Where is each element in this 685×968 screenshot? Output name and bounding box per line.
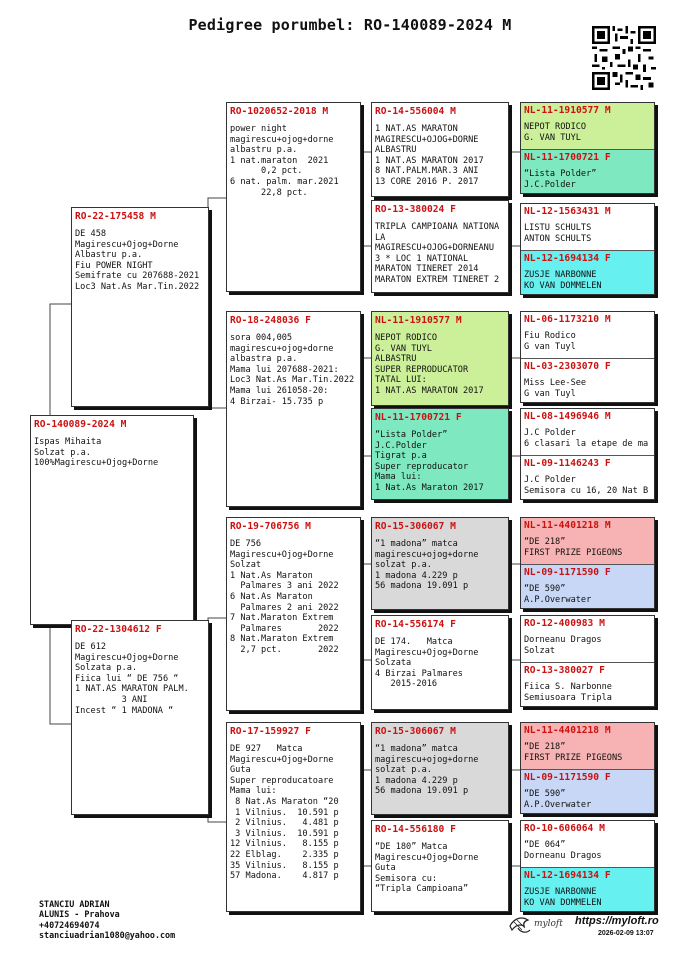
generated-timestamp: 2026-02-09 13:07 (598, 930, 654, 937)
pigeon-details: Fiu Rodico G van Tuyl (524, 331, 576, 352)
pigeon-ring-number: NL-12-1563431 M (524, 206, 611, 217)
pigeon-details: DE 927 Matca Magirescu+Ojog+Dorne Guta Super reproducatoare Mama lui: 8 Nat.As Maraton “20 1 Vilnius. 10.591 p 2 Vilnius. 4.481 p 3 Vilnius. 10.591 p 12 Vilnius. 8.155 p 22 Elblag. 2.335 p 35 Vilnius. 8.155 p 57 Madona. 4.817 p (230, 744, 339, 882)
pigeon-details: J.C Polder 6 clasari la etape de ma (524, 428, 649, 449)
great-grandparent-card[interactable] (371, 615, 509, 710)
pigeon-details: “DE 590” A.P.Overwater (524, 584, 592, 605)
pigeon-details: Fiica S. Narbonne Semiusoara Tripla (524, 682, 612, 703)
ancestor-card[interactable] (521, 358, 654, 403)
pigeon-ring-number: RO-18-248036 F (230, 315, 311, 326)
ancestor-card[interactable] (521, 312, 654, 358)
pigeon-ring-number: RO-10-606064 M (524, 823, 605, 834)
ancestor-pair-card (520, 408, 655, 500)
pigeon-details: “DE 218” FIRST PRIZE PIGEONS (524, 537, 623, 558)
pigeon-details: “DE 064” Dorneanu Dragos (524, 840, 602, 861)
pigeon-details: “1 madona” matca magirescu+ojog+dorne solzat p.a. 1 madona 4.229 p 56 madona 19.091 p (375, 539, 479, 592)
pigeon-details: “DE 590” A.P.Overwater (524, 789, 592, 810)
pigeon-ring-number: NL-11-4401218 M (524, 520, 611, 531)
ancestor-card[interactable] (521, 821, 654, 867)
ancestor-card[interactable] (521, 455, 654, 500)
pigeon-details: “DE 180” Matca Magirescu+Ojog+Dorne Guta Semisora cu: “Tripla Campioana” (375, 842, 479, 895)
pigeon-details: DE 458 Magirescu+Ojog+Dorne Albastru p.a. Fiu POWER NIGHT Semifrate cu 207688-2021 Loc3 Nat.As Mar.Tin.2022 (75, 229, 200, 292)
pigeon-details: TRIPLA CAMPIOANA NATIONA LA MAGIRESCU+OJOG+DORNEANU 3 * LOC 1 NATIONAL MARATON TINERET 2014 MARATON EXTREM TINERET 2 (375, 222, 500, 285)
pigeon-details: Miss Lee-See G van Tuyl (524, 378, 587, 399)
pigeon-details: NEPOT RODICO G. VAN TUYL ALBASTRU SUPER REPRODUCATOR TATAL LUI: 1 NAT.AS MARATON 2017 (375, 333, 484, 396)
pigeon-details: power night magirescu+ojog+dorne albastru p.a. 1 nat.maraton 2021 0,2 pct. 6 nat. palm. mar.2021 22,8 pct. (230, 124, 339, 198)
subject-pigeon-card[interactable] (30, 415, 194, 625)
ancestor-card[interactable] (521, 250, 654, 295)
great-grandparent-card[interactable] (371, 408, 509, 500)
ancestor-card[interactable] (521, 149, 654, 194)
ancestor-card[interactable] (521, 409, 654, 455)
pigeon-ring-number: RO-14-556174 F (375, 619, 456, 630)
ancestor-pair-card (520, 820, 655, 912)
pigeon-ring-number: NL-12-1694134 F (524, 253, 611, 264)
ancestor-pair-card (520, 203, 655, 295)
pigeon-details: Dorneanu Dragos Solzat (524, 635, 602, 656)
pigeon-ring-number: RO-19-706756 M (230, 521, 311, 532)
owner-name: STANCIU ADRIAN (39, 899, 110, 909)
owner-contact (39, 899, 175, 941)
grandparent-card[interactable] (226, 311, 361, 507)
pigeon-ring-number: RO-15-306067 M (375, 521, 456, 532)
pigeon-ring-number: RO-140089-2024 M (34, 419, 127, 430)
pigeon-details: “Lista Polder” J.C.Polder Tigrat p.a Super reproducator Mama lui: 1 Nat.As Maraton 2017 (375, 430, 484, 493)
owner-email[interactable]: stanciuadrian1080@yahoo.com (39, 930, 176, 941)
pigeon-ring-number: RO-22-1304612 F (75, 624, 162, 635)
ancestor-card[interactable] (521, 662, 654, 707)
pigeon-ring-number: NL-03-2303070 F (524, 361, 611, 372)
great-grandparent-card[interactable] (371, 820, 509, 912)
brand-url-link[interactable]: https://myloft.ro (575, 915, 659, 927)
pigeon-details: DE 756 Magirescu+Ojog+Dorne Solzat 1 Nat.As Maraton Palmares 3 ani 2022 6 Nat.As Maraton Palmares 2 ani 2022 7 Nat.Maraton Extrem Palmares 2022 8 Nat.Maraton Extrem 2,7 pct. 2022 (230, 539, 339, 655)
pigeon-details: ZUSJE NARBONNE KO VAN DOMMELEN (524, 887, 602, 908)
pigeon-ring-number: RO-13-380027 F (524, 665, 605, 676)
pigeon-ring-number: NL-06-1173210 M (524, 314, 611, 325)
dam-card[interactable] (71, 620, 209, 815)
pigeon-details: “Lista Polder” J.C.Polder (524, 169, 597, 190)
pigeon-details: DE 612 Magirescu+Ojog+Dorne Solzata p.a. Fiica lui “ DE 756 “ 1 NAT.AS MARATON PALM. 3 ANI Incest “ 1 MADONA “ (75, 642, 189, 716)
pigeon-ring-number: RO-1020652-2018 M (230, 106, 329, 117)
ancestor-card[interactable] (521, 867, 654, 912)
grandparent-card[interactable] (226, 517, 361, 711)
page-title: Pedigree porumbel: RO-140089-2024 M (188, 16, 512, 34)
pigeon-ring-number: RO-12-400983 M (524, 618, 605, 629)
pigeon-ring-number: NL-11-1910577 M (524, 105, 611, 116)
great-grandparent-card[interactable] (371, 517, 509, 610)
ancestor-pair-card (520, 517, 655, 609)
pigeon-ring-number: RO-14-556180 F (375, 824, 456, 835)
pigeon-details: LISTU SCHULTS ANTON SCHULTS (524, 223, 592, 244)
pigeon-ring-number: NL-09-1171590 F (524, 567, 611, 578)
ancestor-pair-card (520, 615, 655, 707)
pigeon-ring-number: NL-11-1700721 F (375, 412, 462, 423)
pigeon-ring-number: NL-11-1910577 M (375, 315, 462, 326)
pigeon-ring-number: NL-08-1496946 M (524, 411, 611, 422)
pigeon-ring-number: RO-22-175458 M (75, 211, 156, 222)
ancestor-card[interactable] (521, 103, 654, 149)
great-grandparent-card[interactable] (371, 722, 509, 815)
pigeon-details: ZUSJE NARBONNE KO VAN DOMMELEN (524, 270, 602, 291)
pigeon-ring-number: RO-15-306067 M (375, 726, 456, 737)
pigeon-details: J.C Polder Semisora cu 16, 20 Nat B (524, 475, 649, 496)
pigeon-ring-number: RO-14-556004 M (375, 106, 456, 117)
pigeon-details: sora 004,005 magirescu+ojog+dorne albastra p.a. Mama lui 207688-2021: Loc3 Nat.As Mar.Tin.2022 Mama lui 261058-20: 4 Birzai- 15.735 p (230, 333, 355, 407)
pigeon-details: NEPOT RODICO G. VAN TUYL (524, 122, 587, 143)
pigeon-details: Ispas Mihaita Solzat p.a. 100%Magirescu+Ojog+Dorne (34, 437, 159, 469)
great-grandparent-card[interactable] (371, 102, 509, 197)
ancestor-card[interactable] (521, 204, 654, 250)
great-grandparent-card[interactable] (371, 200, 509, 293)
brand-logo-text: myloft (534, 919, 563, 929)
ancestor-card[interactable] (521, 564, 654, 609)
ancestor-pair-card (520, 102, 655, 194)
grandparent-card[interactable] (226, 722, 361, 912)
ancestor-card[interactable] (521, 518, 654, 564)
pigeon-ring-number: RO-13-380024 F (375, 204, 456, 215)
pigeon-ring-number: NL-12-1694134 F (524, 870, 611, 881)
sire-card[interactable] (71, 207, 209, 407)
pigeon-details: “DE 218” FIRST PRIZE PIGEONS (524, 742, 623, 763)
ancestor-card[interactable] (521, 616, 654, 662)
ancestor-card[interactable] (521, 723, 654, 769)
pigeon-ring-number: NL-11-1700721 F (524, 152, 611, 163)
pigeon-ring-number: NL-11-4401218 M (524, 725, 611, 736)
pigeon-details: DE 174. Matca Magirescu+Ojog+Dorne Solzata 4 Birzai Palmares 2015-2016 (375, 637, 479, 690)
pigeon-details: “1 madona” matca magirescu+ojog+dorne solzat p.a. 1 madona 4.229 p 56 madona 19.091 p (375, 744, 479, 797)
pigeon-ring-number: NL-09-1146243 F (524, 458, 611, 469)
ancestor-pair-card (520, 311, 655, 403)
owner-location: ALUNIS - Prahova (39, 909, 120, 920)
great-grandparent-card[interactable] (371, 311, 509, 406)
pigeon-ring-number: RO-17-159927 F (230, 726, 311, 737)
owner-phone: +40724694074 (39, 919, 100, 930)
ancestor-pair-card (520, 722, 655, 814)
grandparent-card[interactable] (226, 102, 361, 292)
pigeon-ring-number: NL-09-1171590 F (524, 772, 611, 783)
pigeon-details: 1 NAT.AS MARATON MAGIRESCU+OJOG+DORNE ALBASTRU 1 NAT.AS MARATON 2017 8 NAT.PALM.MAR.3 ANI 13 CORE 2016 P. 2017 (375, 124, 484, 187)
ancestor-card[interactable] (521, 769, 654, 814)
